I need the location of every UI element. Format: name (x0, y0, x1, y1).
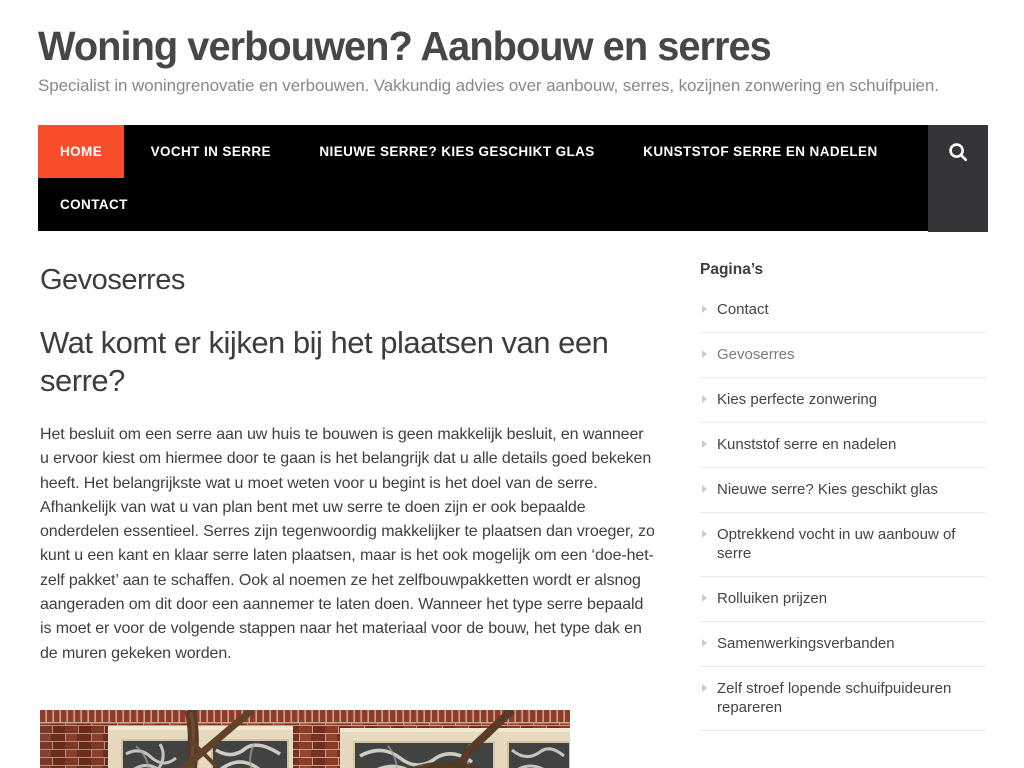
article-paragraph: Het besluit om een serre aan uw huis te bouwen is geen makkelijk besluit, en wanneer u ervoor kiest om hiermee door te gaan is het belangrijk dat u alle details goed bekeken heeft. Het belangrijkste wat u moet weten voor u begint is het doel van de serre. Afhankelijk van wat u van plan bent met uw serre te doen zijn er ook bepaalde onderdelen essentieel. Serres zijn tegenwoordig makkelijker te plaatsen dan vroeger, zo kunt u een kant en klaar serre laten plaatsen, maar is het ook mogelijk om een ‘doe-het-zelf pakket’ aan te schaffen. Ook al noemen ze het zelfbouwpakketten wordt er alsnog aangeraden om dit door een aannemer te laten doen. Wanneer het type serre bepaald is moet er voor de volgende stappen naar het materiaal voor de bouw, het type dak en de muren gekeken worden. (40, 426, 655, 662)
sidebar-item-contact[interactable]: Contact (700, 288, 986, 333)
sidebar-item-rolluiken-prijzen[interactable]: Rolluiken prijzen (700, 577, 986, 622)
arrow-right-icon (702, 395, 707, 403)
nav-item-nieuwe-serre[interactable]: NIEUWE SERRE? KIES GESCHIKT GLAS (319, 144, 595, 159)
arrow-right-icon (702, 594, 707, 602)
brick-window-photo (40, 710, 570, 768)
nav-item-kunststof-serre[interactable]: KUNSTSTOF SERRE EN NADELEN (643, 144, 878, 159)
arrow-right-icon (702, 350, 707, 358)
arrow-right-icon (702, 485, 707, 493)
nav-row-2 (38, 178, 928, 231)
sidebar-item-schuifpuideuren-repareren[interactable]: Zelf stroef lopende schuifpuideuren repareren (700, 667, 986, 731)
sidebar-item-samenwerkingsverbanden[interactable]: Samenwerkingsverbanden (700, 622, 986, 667)
nav-bar (38, 125, 928, 231)
nav-item-home[interactable]: HOME (38, 125, 124, 178)
main-content (40, 231, 656, 768)
nav-item-contact[interactable]: CONTACT (60, 197, 128, 212)
arrow-right-icon (702, 305, 707, 313)
sidebar-item-kunststof-serre-en-nadelen[interactable]: Kunststof serre en nadelen (700, 423, 986, 468)
arrow-right-icon (702, 684, 707, 692)
site-title[interactable]: Woning verbouwen? Aanbouw en serres (38, 23, 771, 69)
sidebar-item-kies-perfecte-zonwering[interactable]: Kies perfecte zonwering (700, 378, 986, 423)
main-navigation (38, 125, 988, 232)
magnifier-icon (947, 141, 970, 164)
section-heading: Wat komt er kijken bij het plaatsen van een serre? (40, 325, 609, 398)
site-header (38, 0, 988, 96)
nav-item-vocht-in-serre[interactable]: VOCHT IN SERRE (150, 144, 271, 159)
page-title: Gevoserres (40, 264, 185, 296)
sidebar-item-gevoserres[interactable]: Gevoserres (700, 333, 986, 378)
pages-list (700, 288, 986, 731)
arrow-right-icon (702, 530, 707, 538)
sidebar (700, 231, 986, 731)
article-photo (40, 710, 570, 768)
sidebar-item-optrekkend-vocht[interactable]: Optrekkend vocht in uw aanbouw of serre (700, 513, 986, 577)
arrow-right-icon (702, 440, 707, 448)
site-tagline: Specialist in woningrenovatie en verbouwen. Vakkundig advies over aanbouw, serres, kozijnen zonwering en schuifpuien. (38, 76, 939, 96)
sidebar-title: Pagina’s (700, 261, 764, 278)
arrow-right-icon (702, 639, 707, 647)
search-button[interactable] (928, 125, 988, 232)
sidebar-item-nieuwe-serre-kies-geschikt-glas[interactable]: Nieuwe serre? Kies geschikt glas (700, 468, 986, 513)
nav-row-1 (38, 125, 928, 178)
